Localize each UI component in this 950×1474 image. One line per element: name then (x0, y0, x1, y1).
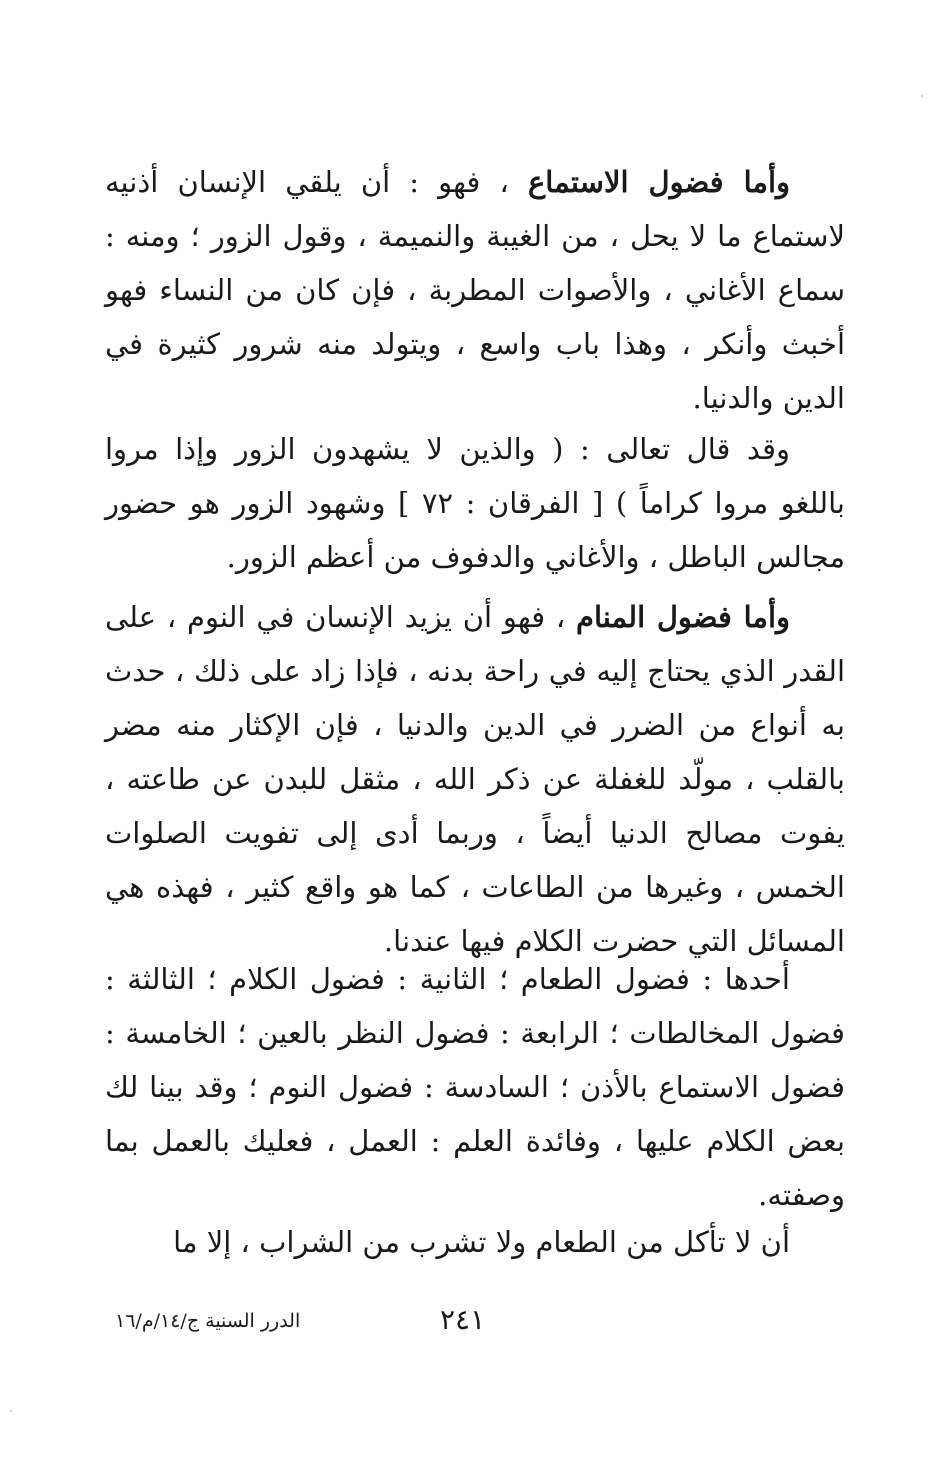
source-reference: الدرر السنية ج/١٤/م/١٦ (115, 1310, 301, 1332)
paragraph-text: وقد قال تعالى : ( والذين لا يشهدون الزور وإذا مروا باللغو مروا كراماً ) [ الفرقان : ٧٢ ] وشهود الزور هو حضور مجالس الباطل ، والأغاني والدفوف من أعظم الزور. (105, 432, 845, 574)
scan-speck (10, 1410, 12, 1412)
paragraph-continuation (105, 1215, 845, 1269)
paragraph-heading: وأما فضول المنام (576, 600, 791, 634)
paragraph-summary-list (105, 952, 845, 1222)
paragraph-text: ، فهو : أن يلقي الإنسان أذنيه لاستماع ما لا يحل ، من الغيبة والنميمة ، وقول الزور ؛ ومنه : سماع الأغاني ، والأصوات المطربة ، فإن كان من النساء فهو أخبث وأنكر ، وهذا باب واسع ، ويتولد منه شرور كثيرة في الدين والدنيا. (105, 165, 845, 415)
paragraph-listening-excess (105, 155, 845, 425)
paragraph-quran-verse (105, 422, 845, 584)
page-footer (0, 1300, 950, 1350)
page-number: ٢٤١ (440, 1303, 486, 1336)
paragraph-text: أحدها : فضول الطعام ؛ الثانية : فضول الكلام ؛ الثالثة : فضول المخالطات ؛ الرابعة : فضول النظر بالعين ؛ الخامسة : فضول الاستماع بالأذن ؛ السادسة : فضول النوم ؛ وقد بينا لك بعض الكلام عليها ، وفائدة العلم : العمل ، فعليك بالعمل بما وصفته. (105, 962, 845, 1212)
paragraph-text: أن لا تأكل من الطعام ولا تشرب من الشراب ، إلا ما (173, 1225, 790, 1259)
paragraph-heading: وأما فضول الاستماع (527, 165, 790, 199)
paragraph-text: ، فهو أن يزيد الإنسان في النوم ، على القدر الذي يحتاج إليه في راحة بدنه ، فإذا زاد على ذلك ، حدث به أنواع من الضرر في الدين والدنيا ، فإن الإكثار منه مضر بالقلب ، مولّد للغفلة عن ذكر الله ، مثقل للبدن عن طاعته ، يفوت مصالح الدنيا أيضاً ، وربما أدى إلى تفويت الصلوات الخمس ، وغيرها من الطاعات ، كما هو واقع كثير ، فهذه هي المسائل التي حضرت الكلام فيها عندنا. (105, 600, 845, 958)
scan-speck (921, 95, 923, 97)
paragraph-sleep-excess (105, 590, 845, 968)
